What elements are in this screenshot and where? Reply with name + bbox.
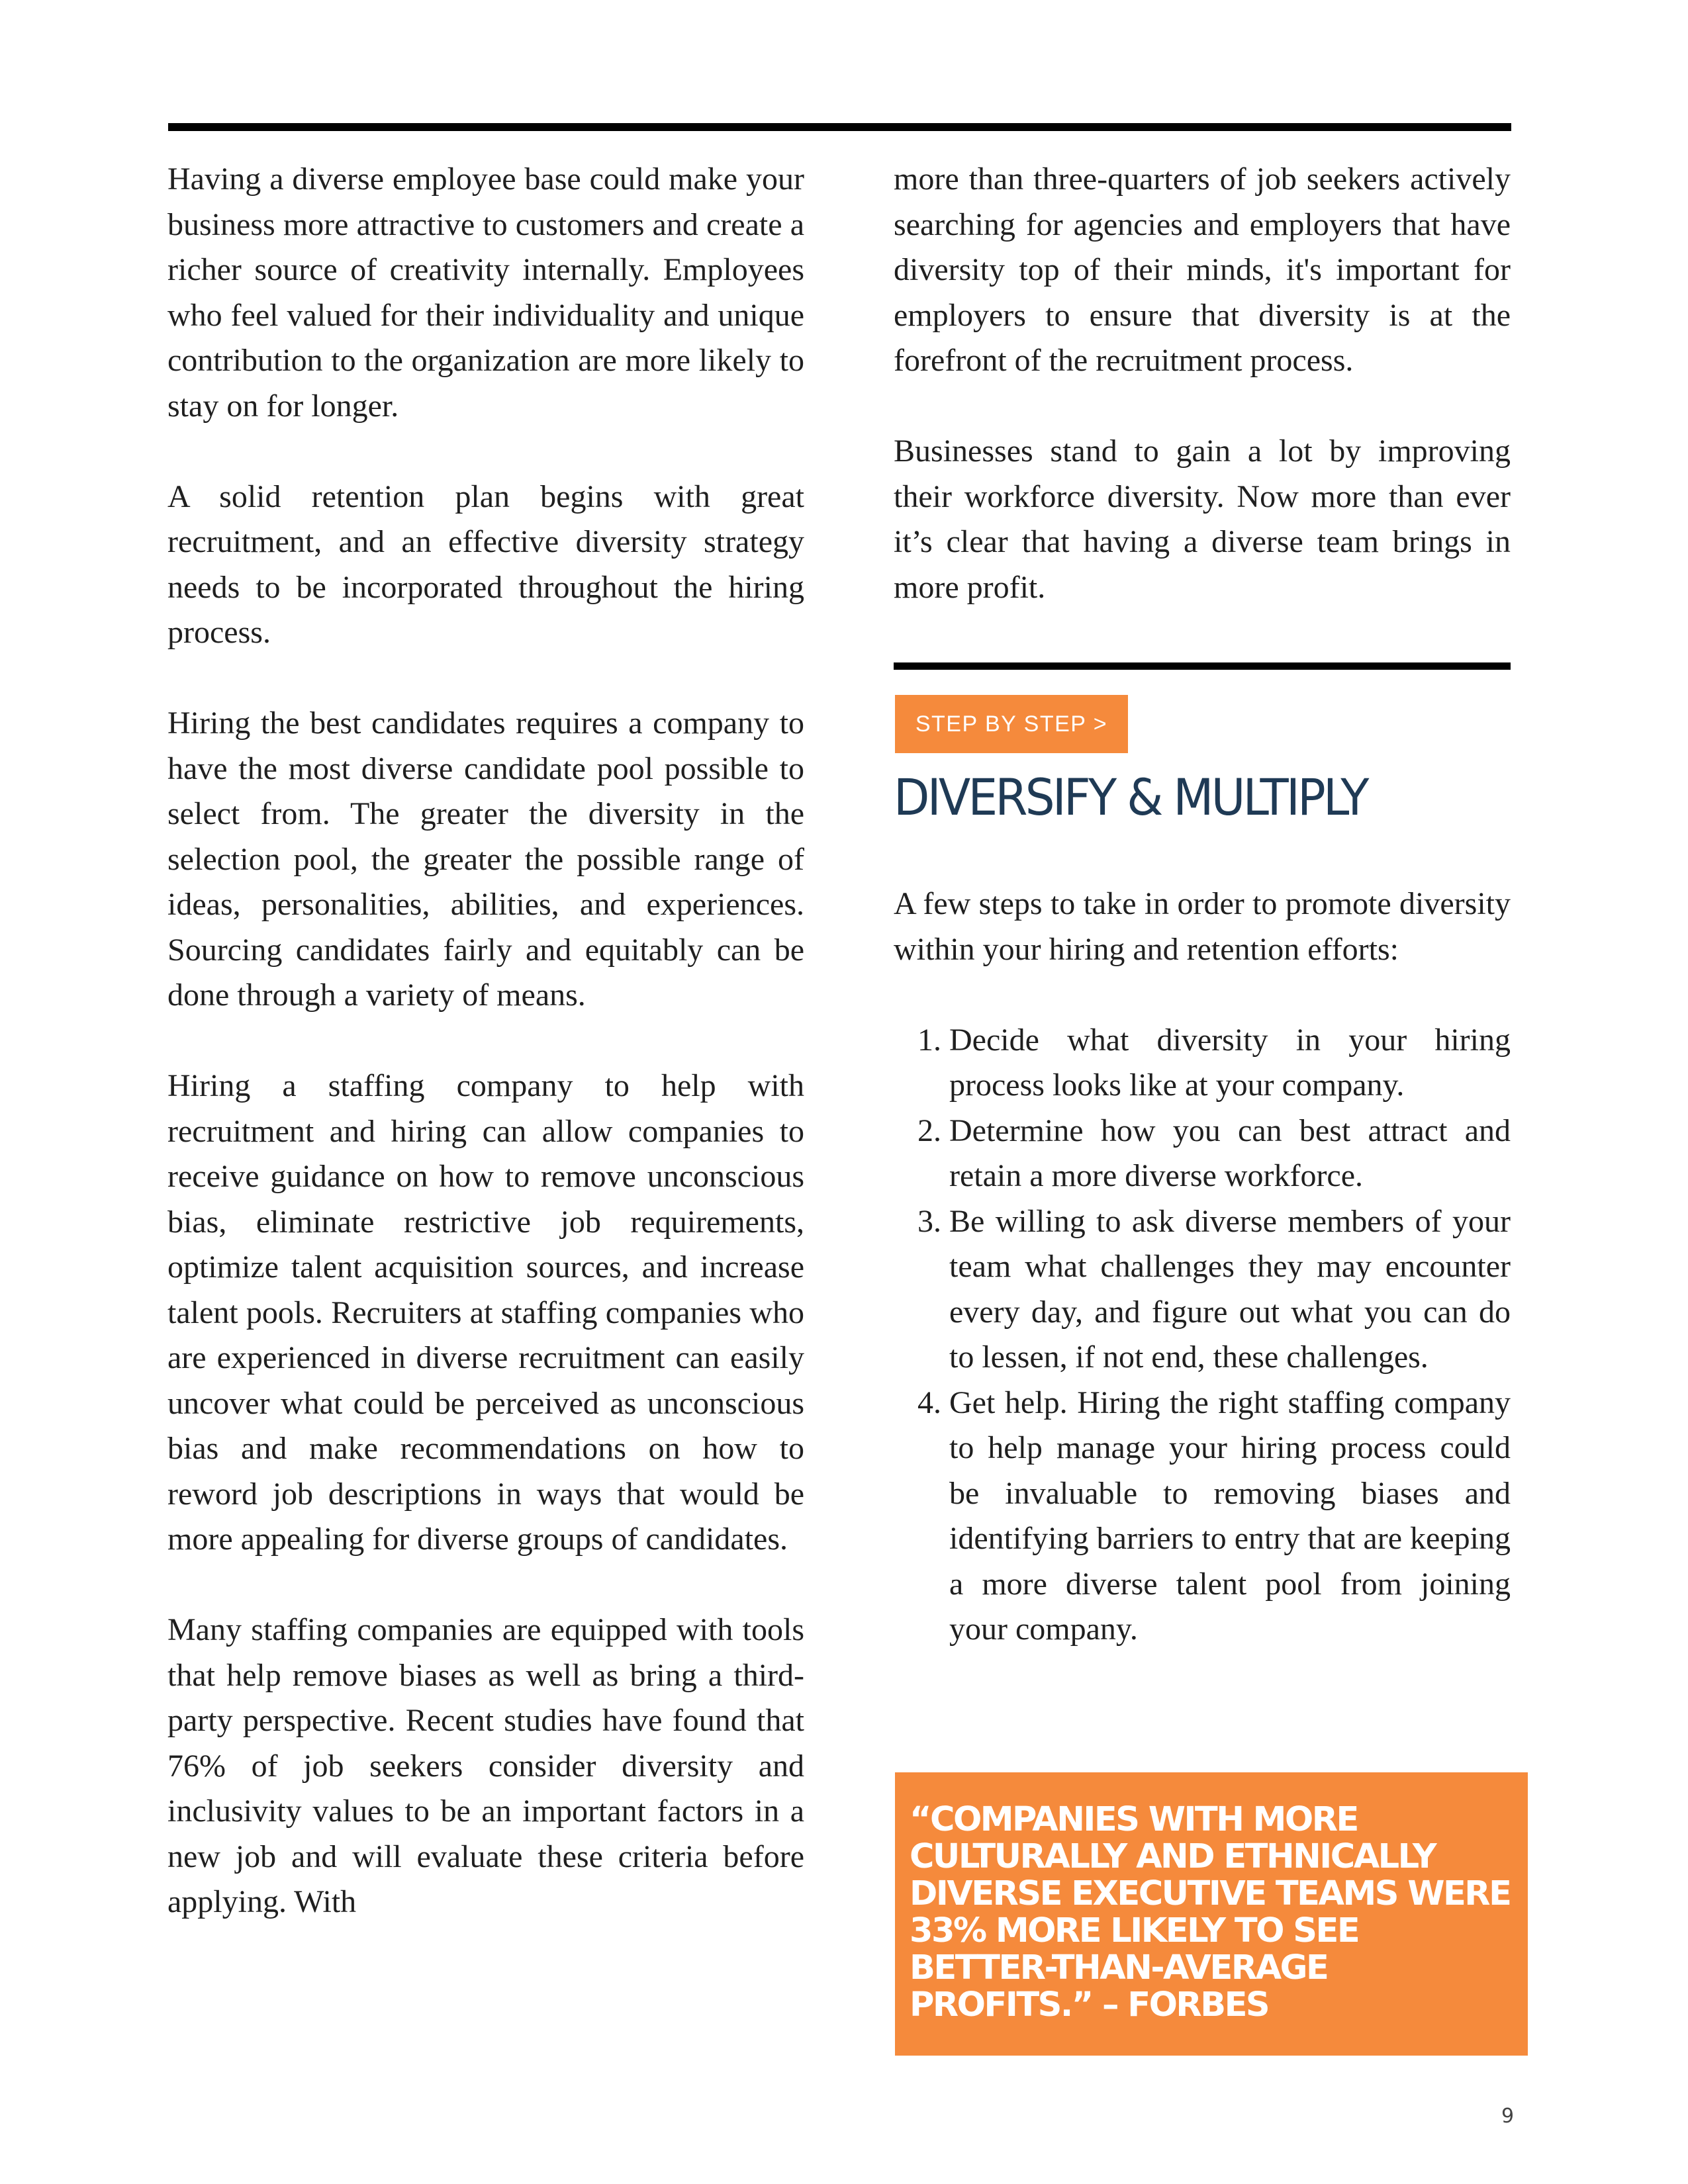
paragraph: A solid retention plan begins with great recruitment, and an effective diversity strategy needs to be incorporated throughout the hiring process.: [167, 478, 804, 650]
page-number: 9: [1501, 2105, 1515, 2128]
section-rule: [894, 662, 1511, 670]
step-text: Determine how you can best attract and retain a more diverse workforce.: [949, 1113, 1511, 1193]
right-column-top: [894, 157, 1511, 610]
paragraph: more than three-quarters of job seekers actively searching for agencies and employers that have diversity top of their minds, it's important for employers to ensure that diversity is at the forefront of the recruitment process.: [894, 161, 1511, 378]
left-column: [167, 157, 804, 1925]
list-item: [894, 1381, 1511, 1653]
step-text: Get help. Hiring the right staffing company to help manage your hiring process could be invaluable to removing biases and identifying barriers to entry that are keeping a more diverse talent pool from joining your company.: [949, 1385, 1511, 1647]
step-text: Decide what diversity in your hiring process looks like at your company.: [949, 1022, 1511, 1103]
step-text: Be willing to ask diverse members of your team what challenges they may encounter every day, and figure out what you can do to lessen, if not end, these challenges.: [949, 1203, 1511, 1375]
step-number: 3.: [917, 1203, 941, 1239]
step-number: 1.: [917, 1022, 941, 1058]
paragraph: Having a diverse employee base could make your business more attractive to customers and create a richer source of creativity internally. Employees who feel valued for their individuality and unique contribution to the organization are more likely to stay on for longer.: [167, 161, 804, 424]
forbes-quote-box: [895, 1772, 1528, 2056]
list-item: [894, 1018, 1511, 1109]
step-number: 4.: [917, 1385, 941, 1420]
steps-block: [894, 882, 1511, 1653]
top-rule: [168, 123, 1511, 131]
step-number: 2.: [917, 1113, 941, 1148]
quote-text: “COMPANIES WITH MORE CULTURALLY AND ETHNICALLY DIVERSE EXECUTIVE TEAMS WERE 33% MORE LIKELY TO SEE BETTER-THAN-AVERAGE PROFITS.” – FORBES: [910, 1800, 1511, 2025]
paragraph: Hiring a staffing company to help with recruitment and hiring can allow companies to receive guidance on how to remove unconscious bias, eliminate restrictive job requirements, optimize talent acquisition sources, and increase talent pools. Recruiters at staffing companies who are experienced in diverse recruitment can easily uncover what could be perceived as unconscious bias and make recommendations on how to reword job descriptions in ways that would be more appealing for diverse groups of candidates.: [167, 1068, 804, 1557]
list-item: [894, 1199, 1511, 1381]
steps-list: [894, 1018, 1511, 1653]
section-heading: DIVERSIFY & MULTIPLY: [894, 768, 1367, 827]
paragraph: Hiring the best candidates requires a company to have the most diverse candidate pool possible to select from. The greater the diversity in the selection pool, the greater the possible range of ideas, personalities, abilities, and experiences. Sourcing candidates fairly and equitably can be done through a variety of means.: [167, 705, 804, 1013]
steps-intro: A few steps to take in order to promote diversity within your hiring and retention efforts:: [894, 886, 1511, 967]
step-by-step-tag: STEP BY STEP >: [895, 695, 1128, 753]
paragraph: Many staffing companies are equipped with tools that help remove biases as well as bring a third-party perspective. Recent studies have found that 76% of job seekers consider diversity and inclusivity values to be an important factors in a new job and will evaluate these criteria before applying. With: [167, 1612, 804, 1919]
list-item: [894, 1109, 1511, 1199]
paragraph: Businesses stand to gain a lot by improving their workforce diversity. Now more than ever it’s clear that having a diverse team brings in more profit.: [894, 433, 1511, 605]
